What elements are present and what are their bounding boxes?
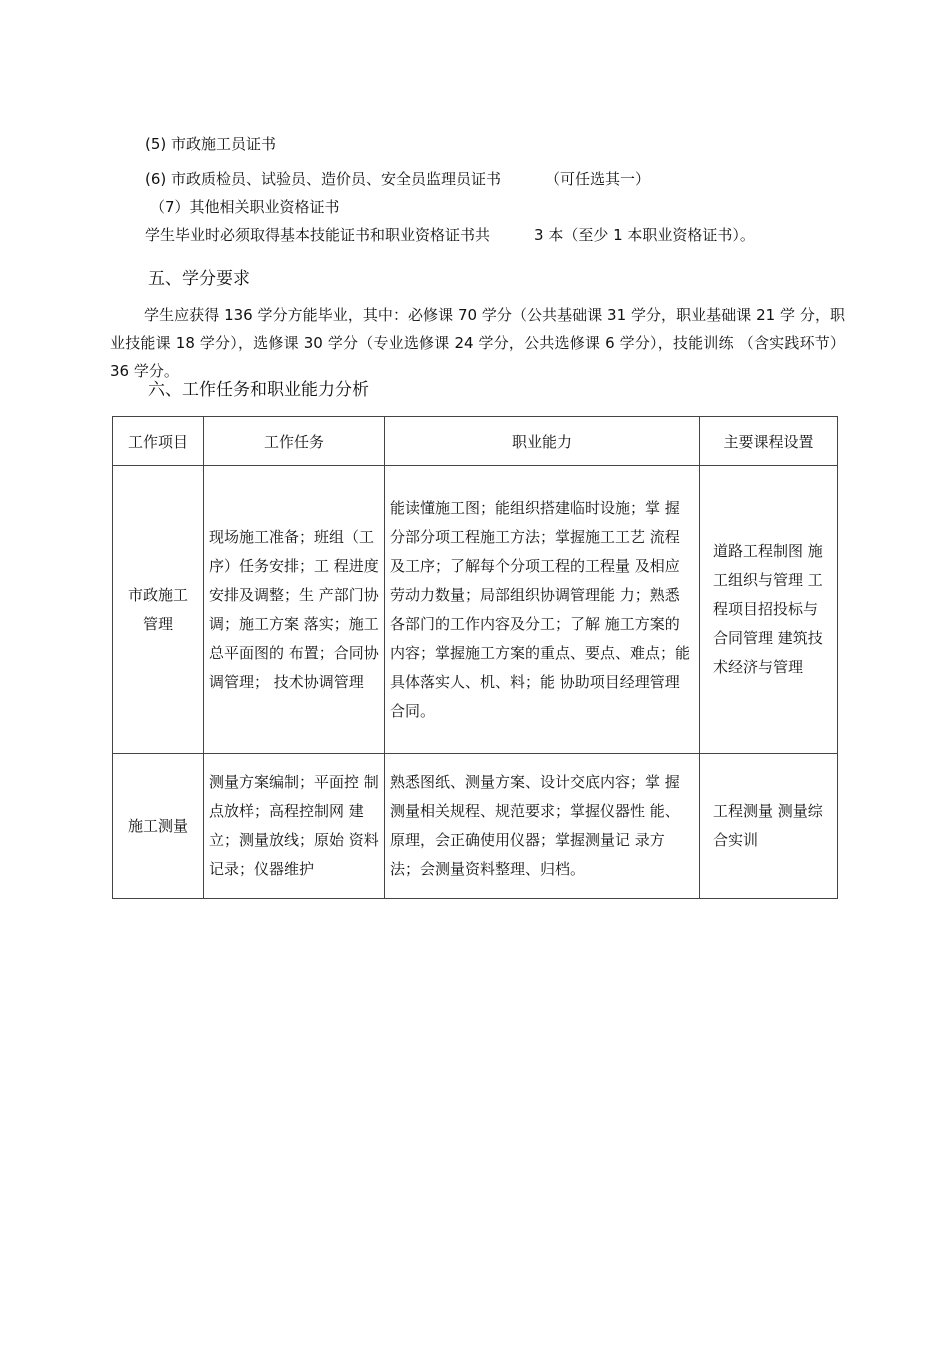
section-6-heading: 六、工作任务和职业能力分析 bbox=[148, 380, 369, 400]
cell-main-courses: 工程测量 测量综合实训 bbox=[700, 754, 838, 899]
certificate-requirement-a: 学生毕业时必须取得基本技能证书和职业资格证书共 bbox=[145, 226, 491, 244]
cell-work-task: 测量方案编制；平面控 制点放样；高程控制网 建立；测量放线；原始 资料记录；仪器维护 bbox=[204, 754, 385, 899]
section-5-body bbox=[110, 301, 845, 385]
header-main-courses: 主要课程设置 bbox=[700, 417, 838, 466]
header-work-task: 工作任务 bbox=[204, 417, 385, 466]
certificate-item-6-note: （可任选其一） bbox=[545, 170, 651, 188]
header-work-item: 工作项目 bbox=[113, 417, 204, 466]
certificate-item-6 bbox=[145, 169, 650, 189]
cell-professional-ability: 能读懂施工图；能组织搭建临时设施；掌 握分部分项工程施工方法；掌握施工工艺 流程及工序；了解每个分项工程的工程量 及相应劳动力数量；局部组织协调管理能 力；熟悉各部门的工作内容及分工；了解 施工方案的内容；掌握施工方案的重点、要点、难点；能具体落实人、机、料；能 协助项目经理管理合同。 bbox=[385, 466, 700, 754]
cell-work-task: 现场施工准备；班组（工序）任务安排；工 程进度安排及调整；生 产部门协调；施工方案 落实；施工总平面图的 布置；合同协调管理； 技术协调管理 bbox=[204, 466, 385, 754]
table-header-row bbox=[113, 417, 838, 466]
certificate-item-5: (5) 市政施工员证书 bbox=[145, 135, 277, 153]
certificate-item-7: （7）其他相关职业资格证书 bbox=[150, 198, 340, 216]
certificate-requirement bbox=[145, 225, 755, 245]
section-5-heading: 五、学分要求 bbox=[148, 269, 250, 289]
cell-main-courses: 道路工程制图 施工组织与管理 工程项目招投标与合同管理 建筑技术经济与管理 bbox=[700, 466, 838, 754]
job-task-table bbox=[112, 416, 838, 899]
cell-work-item: 市政施工管理 bbox=[113, 466, 204, 754]
table-row bbox=[113, 754, 838, 899]
certificate-item-6-text: (6) 市政质检员、试验员、造价员、安全员监理员证书 bbox=[145, 170, 502, 188]
certificate-requirement-b: 3 本（至少 1 本职业资格证书）。 bbox=[534, 226, 755, 244]
cell-work-item: 施工测量 bbox=[113, 754, 204, 899]
header-professional-ability: 职业能力 bbox=[385, 417, 700, 466]
table-row bbox=[113, 466, 838, 754]
cell-professional-ability: 熟悉图纸、测量方案、设计交底内容；掌 握测量相关规程、规范要求；掌握仪器性 能、原理，会正确使用仪器；掌握测量记 录方法；会测量资料整理、归档。 bbox=[385, 754, 700, 899]
section-5-body-text: 学生应获得 136 学分方能毕业，其中：必修课 70 学分（公共基础课 31 学分，职业基础课 21 学 分，职业技能课 18 学分），选修课 30 学分（专业选修课 24 学分，公共选修课 6 学分），技能训练 （含实践环节）36 学分。 bbox=[110, 306, 845, 380]
